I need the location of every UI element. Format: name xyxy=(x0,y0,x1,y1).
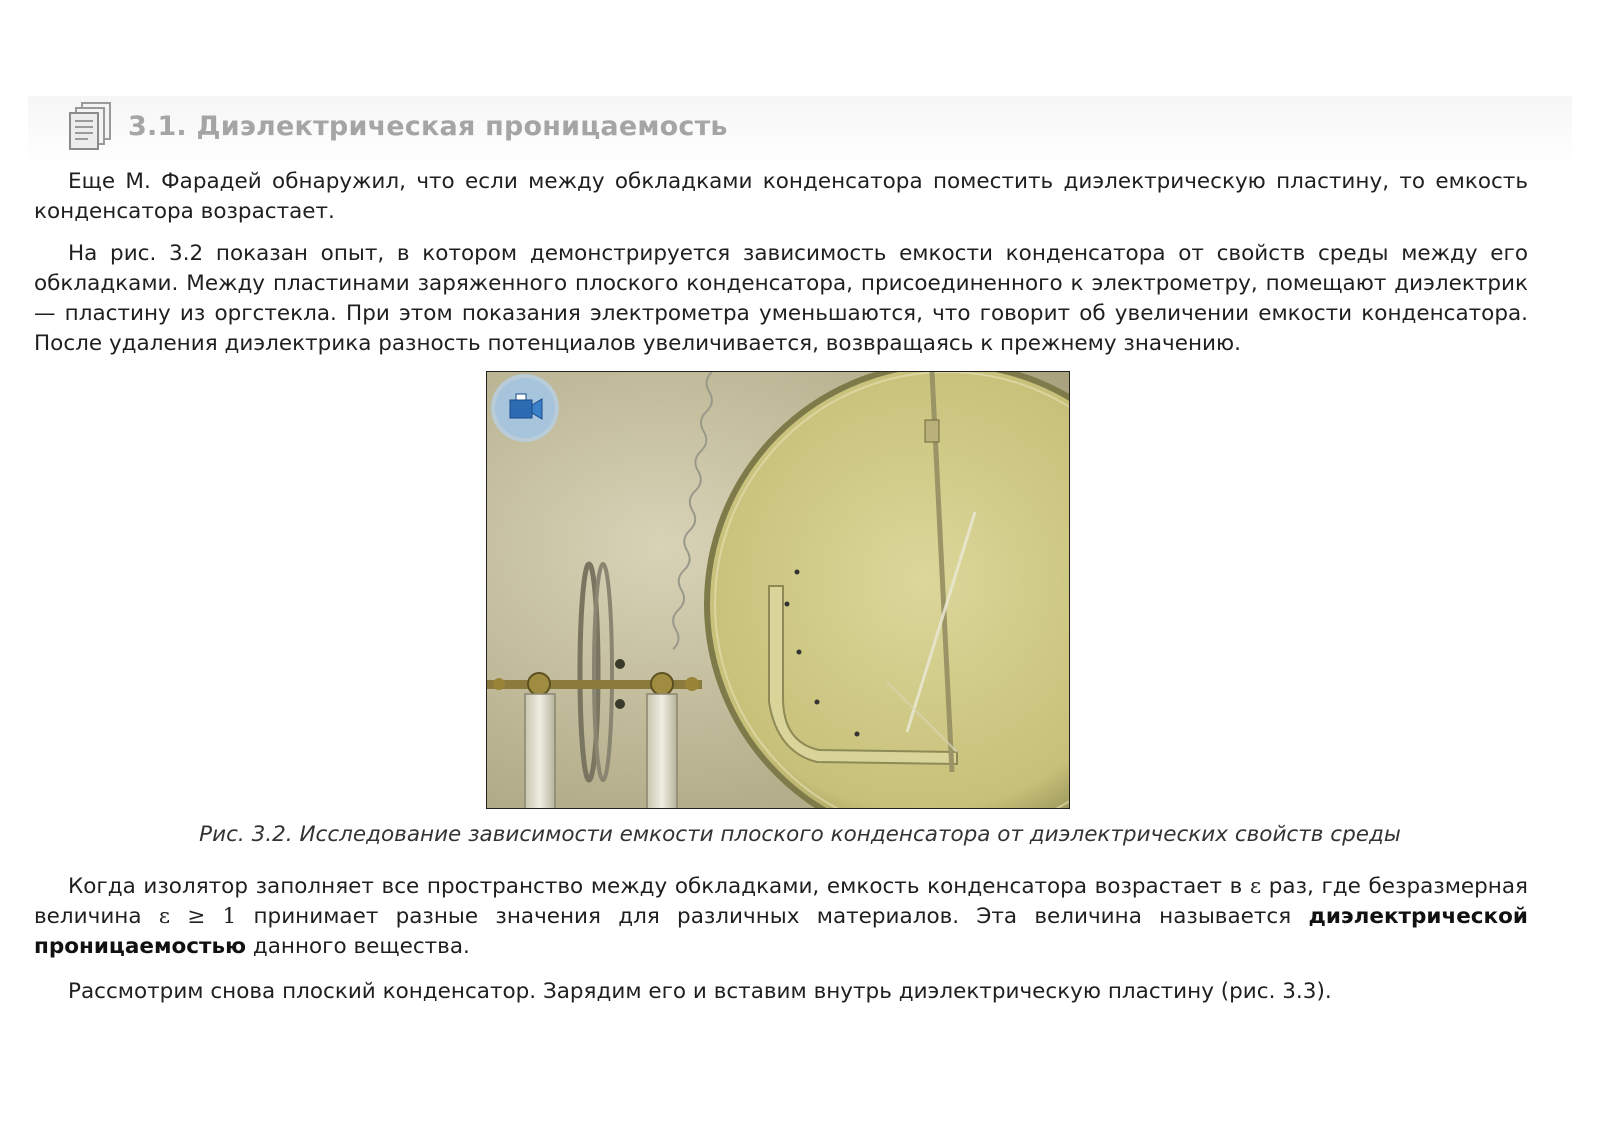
figure-caption: Рис. 3.2. Исследование зависимости емкости плоского конденсатора от диэлектрических свойств среды xyxy=(199,822,1401,847)
p3-part1: Когда изолятор заполняет все пространство между обкладками, емкость конденсатора возрастает в xyxy=(68,874,1243,899)
paragraph-dielectric-constant xyxy=(34,872,1528,962)
p3-part4: данного вещества. xyxy=(252,934,470,959)
epsilon-inequality: ε ≥ 1 xyxy=(158,904,237,929)
section-title: 3.1. Диэлектрическая проницаемость xyxy=(128,110,728,142)
figure-electrometer-video[interactable] xyxy=(486,371,1070,809)
p3-part3: принимает разные значения для различных материалов. Эта величина называется xyxy=(253,904,1292,929)
term-dielectric-permittivity: диэлектрической проницаемостью xyxy=(34,904,1528,959)
paragraph-experiment: На рис. 3.2 показан опыт, в котором демонстрируется зависимость емкости конденсатора от свойств среды между его обкладками. Между пластинами заряженного плоского конденсатора, присоединенного к электрометру, помещают диэлектрик — пластину из оргстекла. При этом показания электрометра уменьшаются, что говорит об увеличении емкости конденсатора. После удаления диэлектрика разность потенциалов увеличивается, возвращаясь к прежнему значению. xyxy=(34,241,1528,356)
p3-part2: раз, где безразмерная величина xyxy=(34,874,1528,929)
epsilon-symbol: ε xyxy=(1249,874,1262,899)
paragraph-next-experiment: Рассмотрим снова плоский конденсатор. Зарядим его и вставим внутрь диэлектрическую пластину (рис. 3.3). xyxy=(68,979,1332,1004)
document-icon xyxy=(68,101,116,151)
paragraph-faraday: Еще М. Фарадей обнаружил, что если между обкладками конденсатора поместить диэлектрическую пластину, то емкость конденсатора возрастает. xyxy=(34,169,1528,224)
section-heading xyxy=(68,96,728,156)
